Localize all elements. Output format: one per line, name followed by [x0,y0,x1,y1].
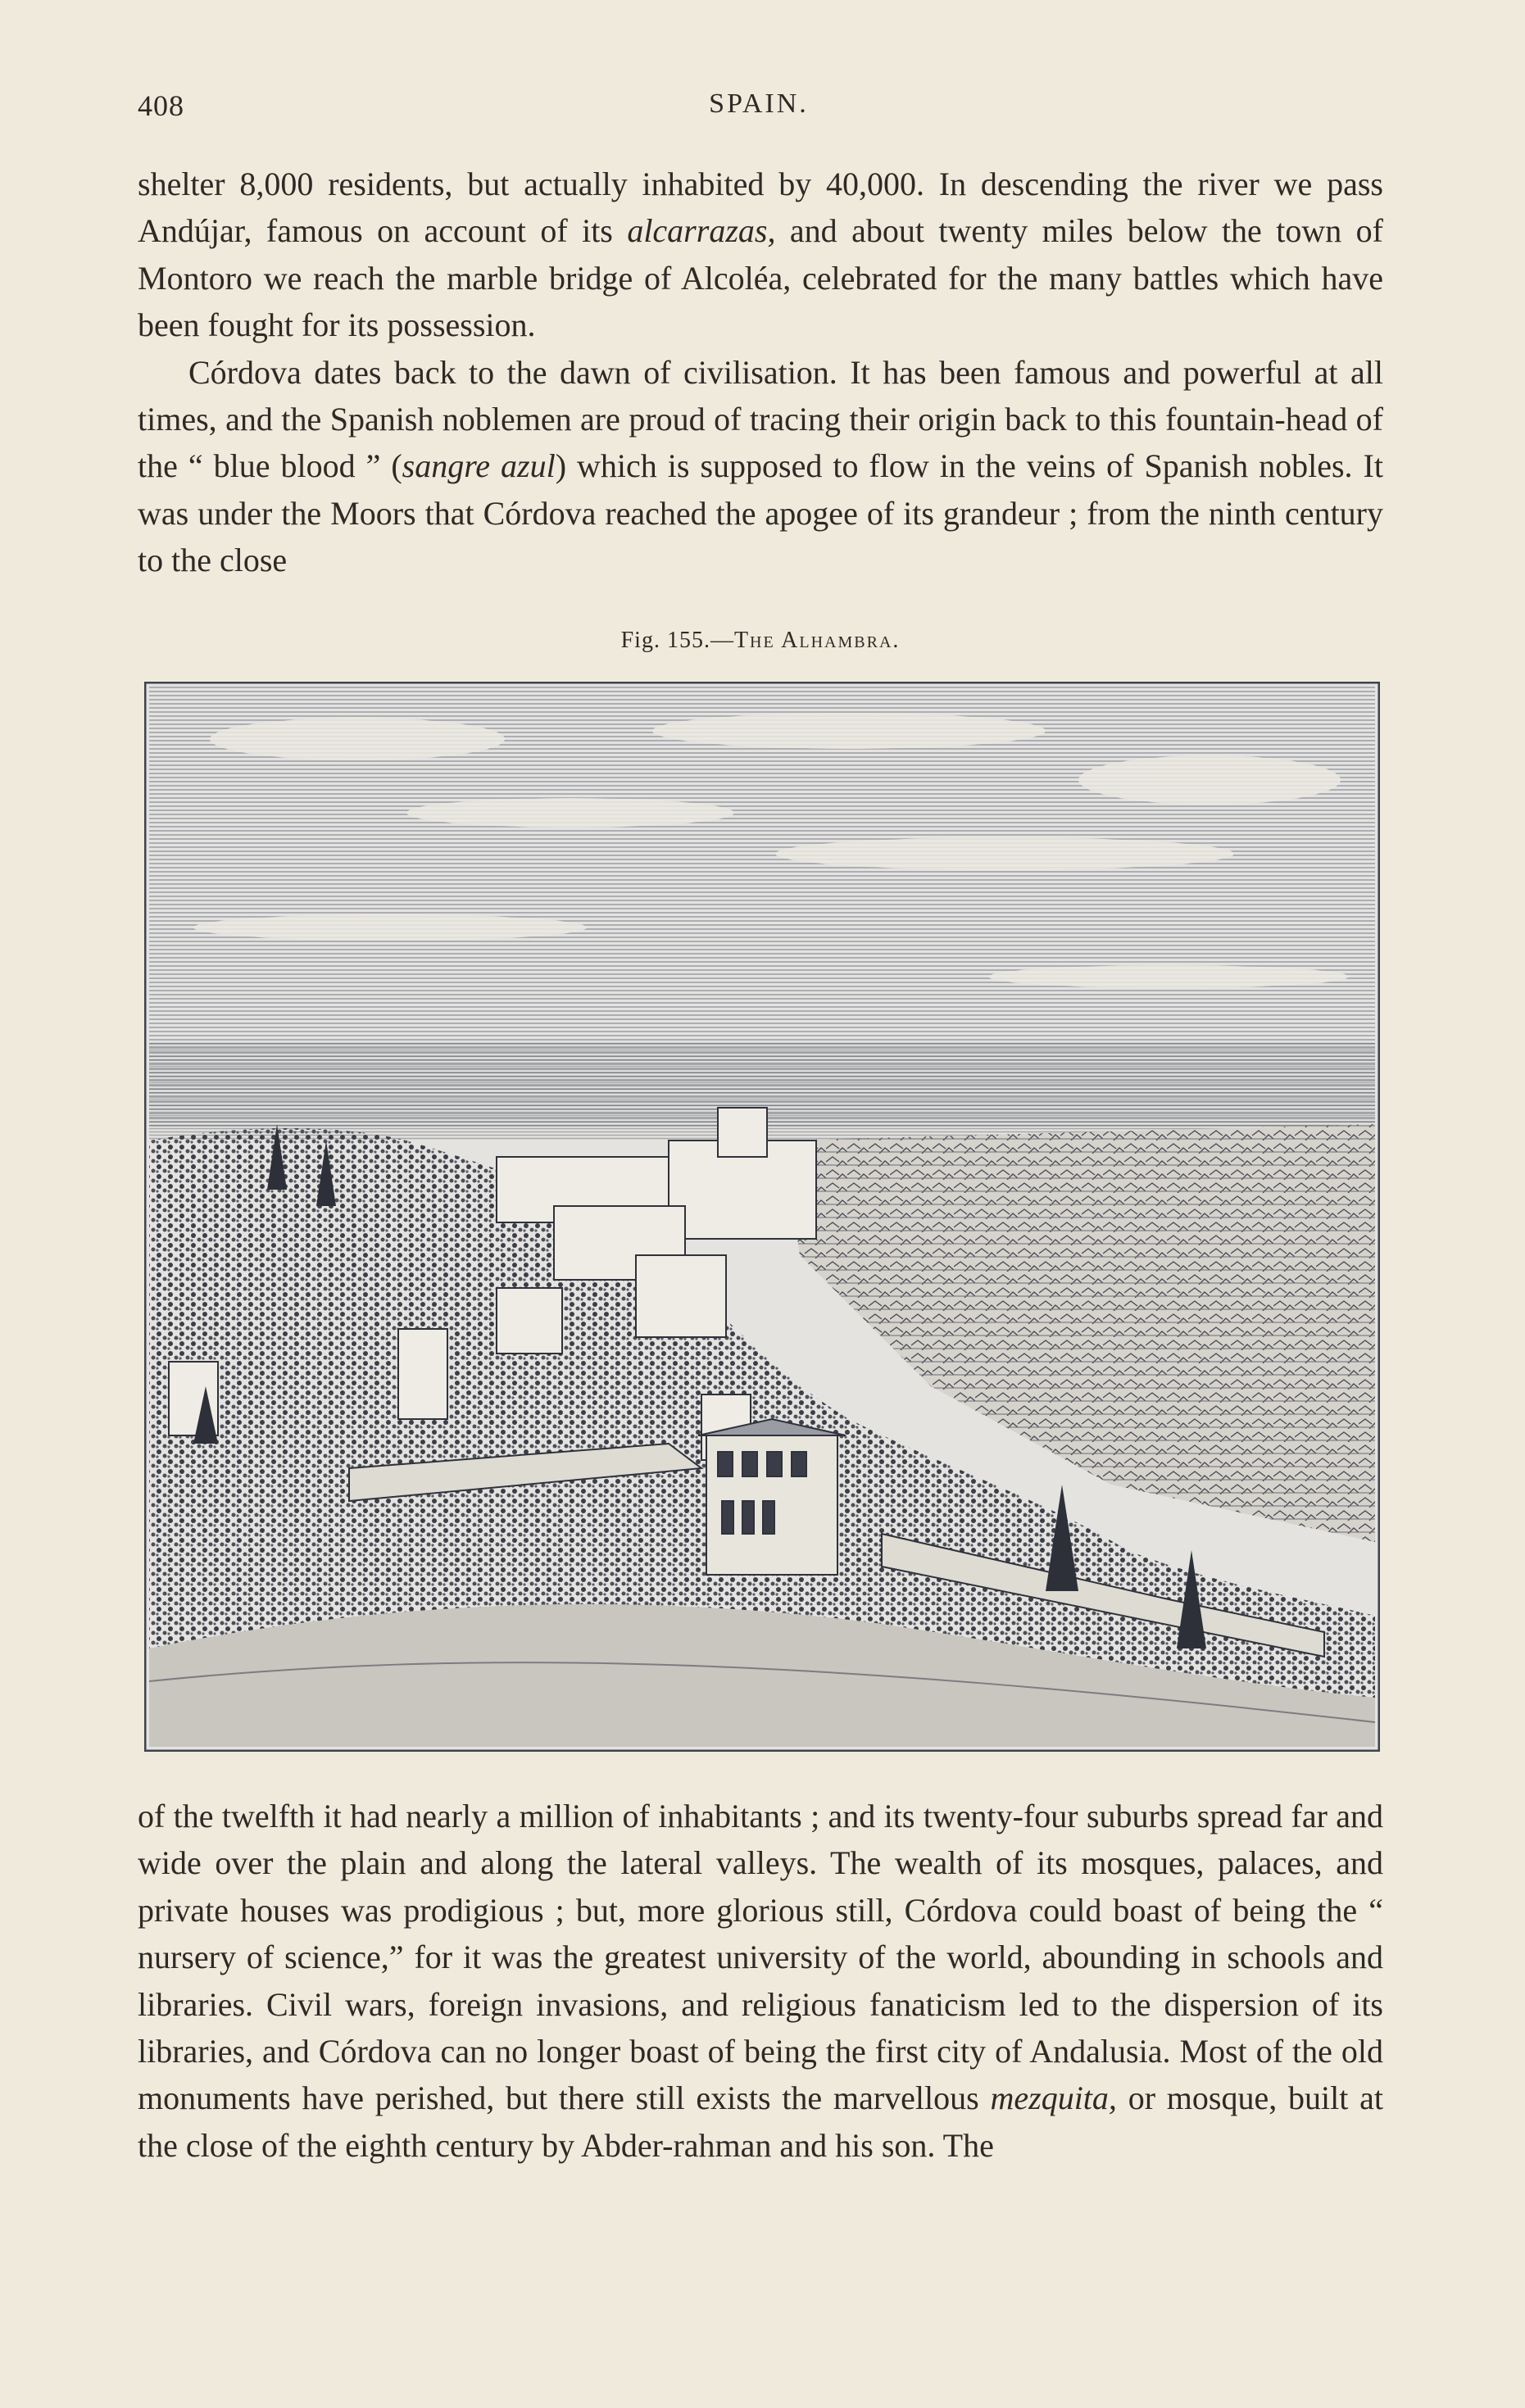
foreground-tower [698,1419,846,1575]
italic-term-alcarrazas: alcarrazas, [627,212,776,250]
body-text-top [138,161,1383,584]
italic-term-mezquita: mezquita, [990,2079,1117,2117]
page-header [138,88,1380,129]
italic-term-sangre-azul: sangre azul [402,447,556,485]
text-span: or mosque, built at the close of the eighth century by Abder-rahman and his son. The [138,2079,1383,2164]
page-number: 408 [138,89,184,122]
engraving-illustration [144,682,1380,1752]
text-span: shelter 8,000 residents, but actually inhabited by 40,000. In descending the river we pass Andújar, famous on account of its [138,166,1383,250]
alhambra-engraving [144,682,1380,1752]
paragraph-3 [138,1793,1383,2169]
running-head: SPAIN. [709,88,809,119]
text-span: of the twelfth it had nearly a million of inhabitants ; and its twenty-four suburbs spread far and wide over the plain and along the lateral valleys. The wealth of its mosques, palaces, and private houses was prodigious ; but, more glorious still, Córdova could boast of being the “ nursery of science,” for it was the greatest university of the world, abounding in schools and libraries. Civil wars, foreign invasions, and religious fanaticism led to the dispersion of its libraries, and Córdova can no longer boast of being the first city of Andalusia. Most of the old monuments have perished, but there still exists the marvellous [138,1798,1383,2117]
text-span: Córdova dates back to the dawn of civilisation. It has been famous and powerful at all times, and the Spanish noblemen are proud of tracing their origin back to this fountain-head of the “ blue blood ” ( [138,353,1383,485]
paragraph-1 [138,161,1383,349]
figure-caption [138,628,1383,654]
figure-label: Fig. 155.— [620,628,734,653]
text-span: ) which is supposed to flow in the veins of Spanish nobles. It was under the Moors that Córdova reached the apogee of its grandeur ; from the ninth century to the close [138,447,1383,579]
text-span: and about twenty miles below the town of Montoro we reach the marble bridge of Alcoléa, celebrated for the many battles which have been fought for its possession. [138,212,1383,344]
body-text-bottom [138,1793,1383,2169]
paragraph-2 [138,349,1383,584]
figure-title: The Alhambra. [733,628,901,653]
